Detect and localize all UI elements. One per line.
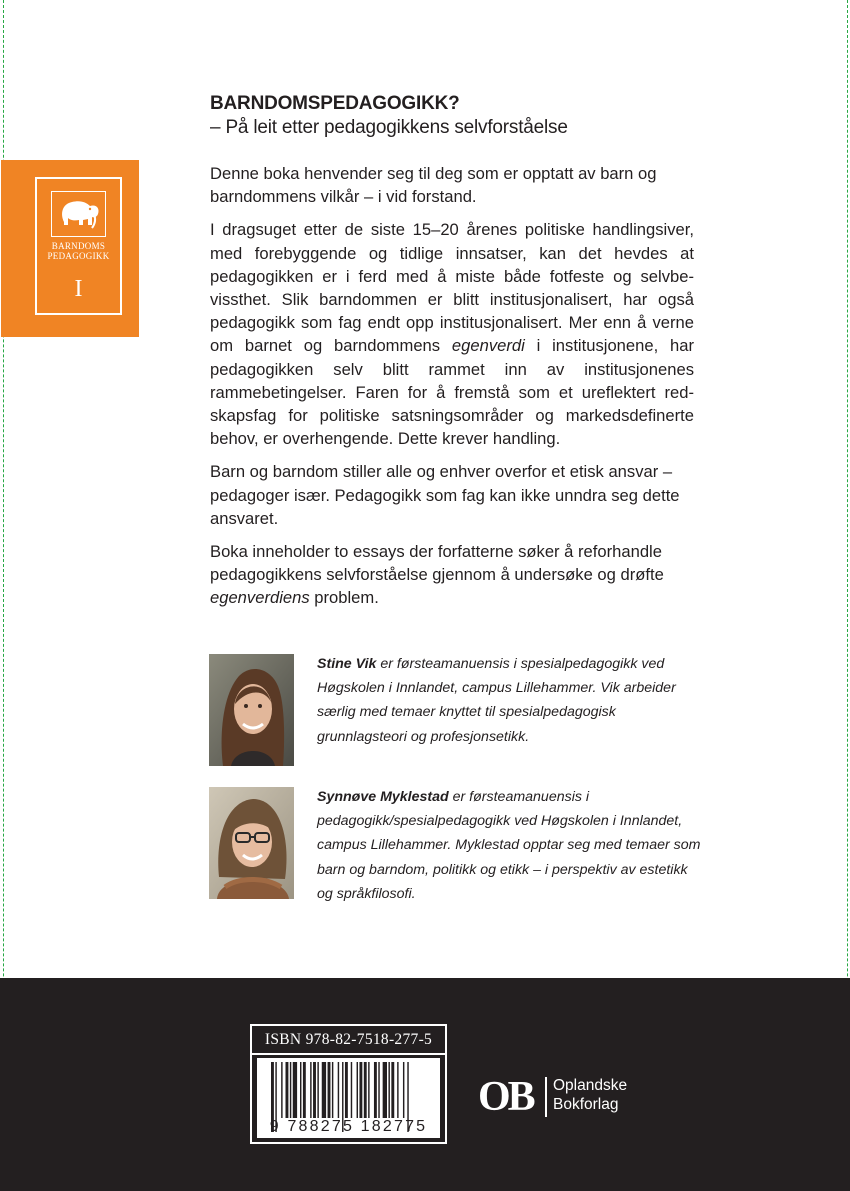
barcode-digits: 9 788275 182775: [269, 1118, 428, 1135]
isbn-box: [250, 1024, 447, 1144]
isbn-label: ISBN 978-82-7518-277-5: [252, 1026, 445, 1055]
barcode-bar: [310, 1062, 311, 1118]
author-bio: [317, 785, 707, 906]
barcode-bar: [391, 1062, 394, 1118]
barcode-bar: [359, 1062, 362, 1118]
author-name: Synnøve Myklestad: [317, 789, 449, 805]
blurb-paragraph-4-emphasis: egenverdiens: [210, 588, 310, 608]
barcode-bar: [383, 1062, 387, 1118]
barcode-bar: [317, 1062, 318, 1118]
barcode-bar: [328, 1062, 331, 1118]
barcode-bar: [378, 1062, 379, 1118]
book-subtitle: – På leit etter pedagogikkens selvforståelse: [210, 117, 568, 138]
barcode-bar: [303, 1062, 306, 1118]
blurb-paragraph-4: [210, 540, 694, 610]
author-bio: [317, 652, 707, 749]
author-photo: [209, 787, 294, 899]
blurb: [210, 162, 694, 620]
blurb-paragraph-2: [210, 218, 694, 450]
blurb-paragraph-3: Barn og barndom stiller alle og enhver overfor et etisk ansvar – pedagoger især. Pedagogikk som fag kan ikke unndra seg dette ansvaret.: [210, 462, 680, 528]
barcode-bar: [322, 1062, 326, 1118]
footer-bar: [0, 978, 850, 1191]
publisher-name: [553, 1076, 673, 1114]
barcode-bar: [281, 1062, 282, 1118]
series-badge-frame: [35, 177, 122, 315]
blurb-paragraph-2-emphasis: egenverdi: [451, 336, 525, 356]
blurb-paragraph-4-text-b: problem.: [309, 588, 379, 608]
publisher-divider: [545, 1077, 547, 1117]
series-name-line2: PEDAGOGIKK: [47, 251, 110, 261]
barcode-bar: [293, 1062, 297, 1118]
series-badge: [1, 160, 139, 337]
author-synnove-myklestad: [209, 787, 709, 902]
publisher-logo: OB: [478, 1074, 533, 1120]
barcode-bar: [286, 1062, 289, 1118]
author-photo: [209, 654, 294, 766]
barcode-bar: [374, 1062, 377, 1118]
series-name-line1: BARNDOMS: [51, 241, 106, 251]
publisher-name-line2: Bokforlag: [553, 1096, 619, 1113]
author-description: er førsteamanuensis i pedagogikk/spesialpedagogikk ved Høgskolen i Innlandet, campus Lillehammer. Myklestad opptar seg med temaer som barn og barndom, politikk og etikk – i perspektiv av estetikk og språkfilosofi.: [317, 789, 701, 902]
barcode-bar: [357, 1062, 358, 1118]
barcode-bar: [338, 1062, 339, 1118]
elephant-icon: [51, 191, 106, 237]
barcode-bar: [403, 1062, 404, 1118]
series-volume: I: [74, 276, 83, 302]
barcode-bar: [345, 1062, 348, 1118]
blurb-paragraph-2-text-b: i institusjonene, har pedagogikken selv blitt rammet inn av institusjonenes rammebetingelser. Faren for å fremstå som et ureflektert redskapsfag for politiske satsningsområder og markedsdefinerte behov, er overhengende. Dette krever handling.: [210, 336, 694, 449]
barcode-bar: [313, 1062, 316, 1118]
barcode-bar: [397, 1062, 398, 1118]
barcode-bar: [332, 1062, 333, 1118]
heading: [210, 92, 710, 140]
book-title: BARNDOMSPEDAGOGIKK?: [210, 93, 460, 114]
author-name: Stine Vik: [317, 656, 377, 672]
barcode-bar: [388, 1062, 389, 1118]
series-name: [37, 241, 120, 261]
author-description: er førsteamanuensis i spesialpedagogikk ved Høgskolen i Innlandet, campus Lillehammer. Vik arbeider særlig med temaer knyttet til spesialpedagogisk grunnlagsteori og profesjonsetikk.: [317, 656, 676, 745]
publisher-name-line1: Oplandske: [553, 1077, 628, 1094]
author-stine-vik: [209, 654, 709, 769]
barcode-bar: [300, 1062, 301, 1118]
blurb-paragraph-4-text-a: Boka inneholder to essays der forfatterne søker å reforhandle pedagogikkens selvforståelse gjennom å undersøke og drøfte: [210, 542, 664, 585]
barcode-bar: [368, 1062, 369, 1118]
barcode-bar: [290, 1062, 291, 1118]
barcode: [257, 1058, 440, 1138]
blurb-paragraph-2-text-a: I dragsuget etter de siste 15–20 årenes politiske handlingsiver, med forebyggende og tidlige innsatser, kan det hevdes at pedagogikken er i ferd med å miste både fotfeste og selvbevissthet. Slik barndommen er blitt institusjonalisert, har også pedagogikk som fag endt opp institusjonalisert. Mer enn å verne om barnet og barndommens: [210, 220, 694, 356]
barcode-bar: [351, 1062, 352, 1118]
blurb-paragraph-1: Denne boka henvender seg til deg som er opptatt av barn og barndommens vilkår – i vid forstand.: [210, 164, 657, 207]
barcode-bar: [364, 1062, 367, 1118]
